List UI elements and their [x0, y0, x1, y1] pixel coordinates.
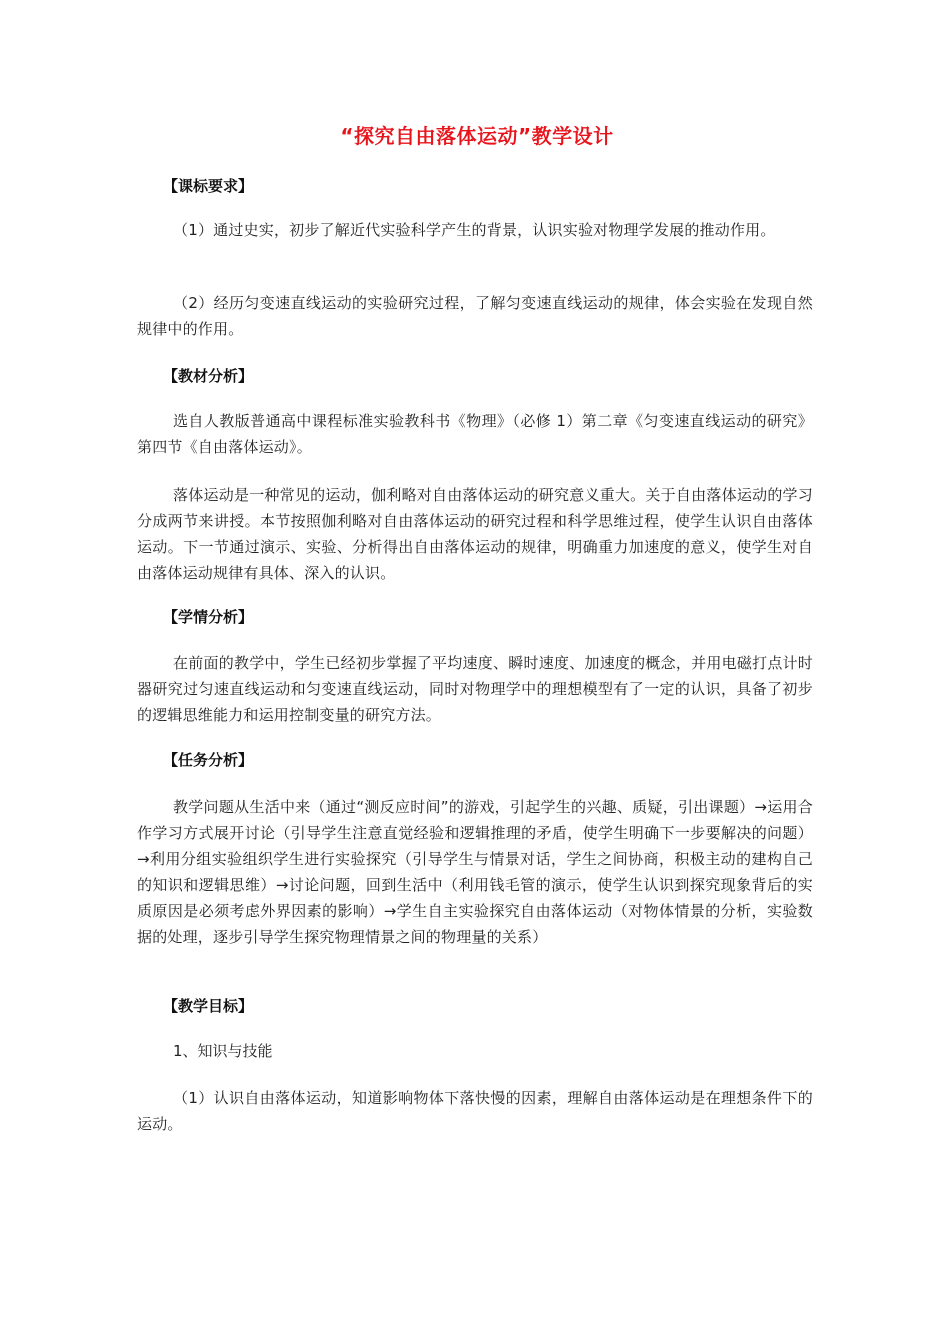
heading-students: 【学情分析】: [163, 608, 254, 626]
subheading-knowledge-skills: 1、知识与技能: [173, 1042, 273, 1060]
paragraph-goals-1: （1）认识自由落体运动，知道影响物体下落快慢的因素，理解自由落体运动是在理想条件下的运动。: [137, 1089, 813, 1133]
paragraph-textbook-2: 落体运动是一种常见的运动，伽利略对自由落体运动的研究意义重大。关于自由落体运动的学习分成两节来讲授。本节按照伽利略对自由落体运动的研究过程和科学思维过程，使学生认识自由落体运动。下一节通过演示、实验、分析得出自由落体运动的规律，明确重力加速度的意义，使学生对自由落体运动规律有具体、深入的认识。: [137, 486, 813, 582]
heading-tasks: 【任务分析】: [163, 751, 254, 769]
heading-goals: 【教学目标】: [163, 997, 254, 1015]
paragraph-tasks-1: 教学问题从生活中来（通过“测反应时间”的游戏，引起学生的兴趣、质疑，引出课题）→运用合作学习方式展开讨论（引导学生注意直觉经验和逻辑推理的矛盾，使学生明确下一步要解决的问题）→利用分组实验组织学生进行实验探究（引导学生与情景对话，学生之间协商，积极主动的建构自己的知识和逻辑思维）→讨论问题，回到生活中（利用钱毛管的演示，使学生认识到探究现象背后的实质原因是必须考虑外界因素的影响）→学生自主实验探究自由落体运动（对物体情景的分析，实验数据的处理，逐步引导学生探究物理情景之间的物理量的关系）: [137, 798, 813, 946]
paragraph-standards-2: （2）经历匀变速直线运动的实验研究过程，了解匀变速直线运动的规律，体会实验在发现自然规律中的作用。: [137, 294, 813, 338]
heading-textbook: 【教材分析】: [163, 367, 254, 385]
paragraph-textbook-1: 选自人教版普通高中课程标准实验教科书《物理》（必修 1）第二章《匀变速直线运动的研究》第四节《自由落体运动》。: [137, 412, 813, 456]
paragraph-standards-1: （1）通过史实，初步了解近代实验科学产生的背景，认识实验对物理学发展的推动作用。: [173, 221, 776, 239]
document-title: “探究自由落体运动”教学设计: [340, 124, 614, 148]
paragraph-students-1: 在前面的教学中，学生已经初步掌握了平均速度、瞬时速度、加速度的概念，并用电磁打点计时器研究过匀速直线运动和匀变速直线运动，同时对物理学中的理想模型有了一定的认识，具备了初步的逻辑思维能力和运用控制变量的研究方法。: [137, 654, 813, 724]
heading-standards: 【课标要求】: [163, 177, 254, 195]
